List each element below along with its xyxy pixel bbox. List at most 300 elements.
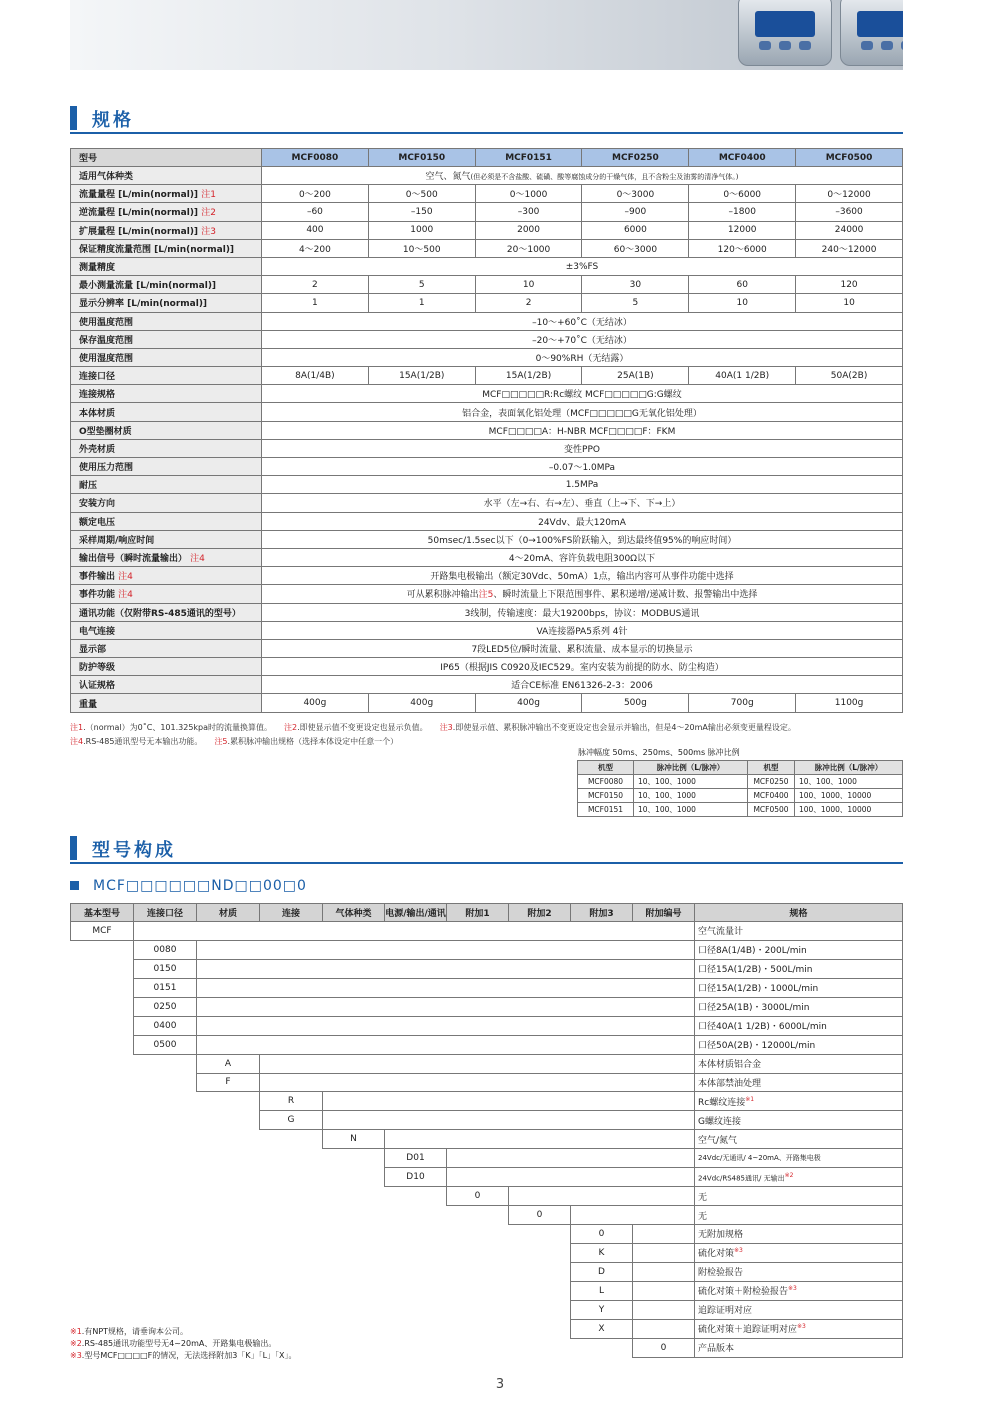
- spec-cell: 1: [368, 294, 475, 312]
- pulse-row: [578, 775, 903, 789]
- empty-cell: [134, 1073, 197, 1092]
- filler-cell: [197, 959, 695, 978]
- empty-cell: [134, 1262, 197, 1281]
- pulse-cell: 100、1000、10000: [795, 789, 903, 803]
- spec-cell: 400g: [262, 694, 369, 712]
- spec-text: Rc螺纹连接: [698, 1097, 746, 1108]
- span-text: 50msec/1.5sec以下（0→100%FS阶跃输入，到达最终值95%的响应时间）: [427, 535, 737, 546]
- model-header: 附加3: [571, 904, 633, 922]
- spec-row-label: [71, 221, 262, 239]
- filler-cell: [633, 1225, 695, 1244]
- label-text: 逆流量程 [L/min(normal)]: [79, 208, 199, 219]
- spec-cell: 20～1000: [475, 239, 582, 257]
- spec-cell: –300: [475, 203, 582, 221]
- model-header: 基本型号: [71, 904, 134, 922]
- model-column-header: MCF0400: [689, 149, 796, 167]
- empty-cell: [447, 1319, 509, 1338]
- spec-row: [71, 694, 903, 712]
- span-text: 4～20mA、容许负载电阻300Ω以下: [508, 554, 656, 565]
- span-text: 变性PPO: [564, 444, 600, 455]
- code-cell: 0500: [134, 1035, 197, 1054]
- label-text: 使用温度范围: [79, 317, 134, 328]
- spec-cell: 0～6000: [689, 185, 796, 203]
- spec-row: [71, 312, 903, 330]
- empty-cell: [323, 1243, 385, 1262]
- pulse-cell: 10、100、1000: [634, 789, 748, 803]
- spec-text: 空气/氮气: [698, 1135, 738, 1146]
- spec-text: 本体材质铝合金: [698, 1060, 762, 1071]
- spec-cell: 10: [475, 276, 582, 294]
- code-cell: 0151: [134, 978, 197, 997]
- spec-cell: 40A(1 1/2B): [689, 367, 796, 385]
- model-header: 规格: [695, 904, 903, 922]
- spec-row-label: [71, 494, 262, 512]
- model-row: [71, 1300, 903, 1319]
- model-code-line: [70, 878, 307, 894]
- code-cell: 0250: [134, 997, 197, 1016]
- empty-cell: [197, 1206, 260, 1225]
- spec-row: [71, 257, 903, 275]
- model-header: 气体种类: [323, 904, 385, 922]
- model-row: [71, 1035, 903, 1054]
- label-text: 使用湿度范围: [79, 353, 134, 364]
- spec-cell: 400g: [475, 694, 582, 712]
- pulse-table: [577, 760, 903, 817]
- filler-cell: [323, 1092, 695, 1111]
- empty-cell: [197, 1262, 260, 1281]
- label-text: 输出信号（瞬时流量输出）: [79, 554, 188, 565]
- spec-row-label: [71, 312, 262, 330]
- spec-row: [71, 239, 903, 257]
- label-text: 保证精度流量范围 [L/min(normal)]: [79, 244, 235, 255]
- span-text: IP65（根据JIS C0920及IEC529。室内安装为前提的防水、防尘构造）: [440, 663, 724, 674]
- model-row: [71, 1130, 903, 1149]
- spec-cell-span: [262, 312, 903, 330]
- note-text: .（normal）为0˚C、101.325kpa时的流量换算值。: [83, 723, 273, 732]
- model-row: [71, 1073, 903, 1092]
- note-item: [70, 723, 272, 732]
- span-small-text: (但必须是不含盐酸、硫磺、酸等腐蚀成分的干燥气体，且不含粉尘及油雾的清净气体。): [470, 173, 739, 182]
- note-text: .RS-485通讯型号无本输出功能。: [83, 737, 203, 746]
- empty-cell: [134, 1206, 197, 1225]
- spec-cell-span: [262, 439, 903, 457]
- spec-row-label: [71, 167, 262, 185]
- spec-row-label: [71, 239, 262, 257]
- spec-cell: [695, 1206, 903, 1225]
- spec-text: 硫化对策＋附检验报告: [698, 1287, 789, 1298]
- spec-cell-span: [262, 621, 903, 639]
- note-tag: ※1: [70, 1327, 82, 1336]
- filler-cell: [633, 1300, 695, 1319]
- empty-cell: [385, 1281, 447, 1300]
- spec-cell: 0～3000: [582, 185, 689, 203]
- spec-row: [71, 567, 903, 585]
- pulse-cell: MCF0250: [748, 775, 795, 789]
- pulse-row: [578, 789, 903, 803]
- spec-cell: [695, 1243, 903, 1262]
- pulse-row: [578, 803, 903, 817]
- empty-cell: [323, 1206, 385, 1225]
- filler-cell: [447, 1149, 695, 1168]
- span-text: –20～+70˚C（无结冰）: [532, 335, 632, 346]
- empty-cell: [71, 1130, 134, 1149]
- spec-row-label: [71, 330, 262, 348]
- empty-cell: [71, 1300, 134, 1319]
- heading-bar: [70, 106, 77, 130]
- empty-cell: [509, 1225, 571, 1244]
- empty-cell: [134, 1092, 197, 1111]
- note-item: [440, 723, 796, 732]
- spec-notes-line: [70, 722, 808, 733]
- empty-cell: [385, 1206, 447, 1225]
- spec-cell: [695, 1130, 903, 1149]
- model-column-header: MCF0151: [475, 149, 582, 167]
- spec-text: 口径40A(1 1/2B)・6000L/min: [698, 1022, 827, 1033]
- spec-cell-span: [262, 257, 903, 275]
- empty-cell: [260, 1149, 323, 1168]
- spec-cell: –1800: [689, 203, 796, 221]
- empty-cell: [323, 1187, 385, 1206]
- note-mark: ※1: [745, 1095, 755, 1103]
- note-text: .即使显示值不变更设定也显示负值。: [297, 723, 428, 732]
- spec-row-label: [71, 530, 262, 548]
- empty-cell: [260, 1243, 323, 1262]
- model-header: 连接口径: [134, 904, 197, 922]
- span-text: 、瞬时流量上下限范围事件、累积递增/递减计数、报警输出中选择: [493, 590, 758, 601]
- spec-cell: 50A(2B): [796, 367, 903, 385]
- empty-cell: [385, 1319, 447, 1338]
- empty-cell: [260, 1187, 323, 1206]
- model-row: [71, 1168, 903, 1187]
- model-row: [71, 959, 903, 978]
- empty-cell: [71, 1149, 134, 1168]
- spec-row-label: [71, 676, 262, 694]
- spec-row: [71, 494, 903, 512]
- spec-cell: 60～3000: [582, 239, 689, 257]
- pulse-cell: 10、100、1000: [634, 803, 748, 817]
- spec-cell-span: [262, 585, 903, 603]
- spec-text: 空气流量计: [698, 927, 744, 938]
- code-cell: N: [323, 1130, 385, 1149]
- label-text: 适用气体种类: [79, 172, 134, 183]
- spec-cell: [695, 1281, 903, 1300]
- empty-cell: [447, 1338, 509, 1357]
- spec-cell: [695, 1035, 903, 1054]
- empty-cell: [71, 997, 134, 1016]
- spec-cell: [695, 1149, 903, 1168]
- empty-cell: [447, 1281, 509, 1300]
- spec-cell: [695, 1016, 903, 1035]
- empty-cell: [260, 1225, 323, 1244]
- spec-row: [71, 439, 903, 457]
- label-text: 防护等级: [79, 663, 116, 674]
- model-column-header: MCF0080: [262, 149, 369, 167]
- spec-row: [71, 403, 903, 421]
- label-text: 耐压: [79, 481, 98, 492]
- spec-cell: [695, 1262, 903, 1281]
- span-text: ±3%FS: [565, 261, 599, 272]
- spec-cell-span: [262, 348, 903, 366]
- spec-header-row: [71, 149, 903, 167]
- label-text: 流量量程 [L/min(normal)]: [79, 190, 199, 201]
- spec-row: [71, 548, 903, 566]
- spec-cell: [695, 978, 903, 997]
- filler-cell: [134, 922, 695, 941]
- model-row: [71, 1262, 903, 1281]
- spec-cell: 1100g: [796, 694, 903, 712]
- empty-cell: [134, 1054, 197, 1073]
- model-row: [71, 1281, 903, 1300]
- pulse-header: 脉冲比例（L/脉冲）: [634, 761, 748, 775]
- spec-cell: 2: [262, 276, 369, 294]
- empty-cell: [260, 1130, 323, 1149]
- spec-cell-span: [262, 330, 903, 348]
- filler-cell: [197, 1016, 695, 1035]
- filler-cell: [633, 1281, 695, 1300]
- spec-row: [71, 603, 903, 621]
- empty-cell: [260, 1281, 323, 1300]
- spec-notes-line: [70, 736, 410, 747]
- spec-row-label: [71, 548, 262, 566]
- pulse-cell: MCF0151: [578, 803, 634, 817]
- code-cell: G: [260, 1111, 323, 1130]
- span-text: 开路集电极输出（额定30Vdc、50mA）1点，输出内容可从事件功能中选择: [430, 572, 734, 583]
- span-text: –10～+60˚C（无结冰）: [532, 317, 632, 328]
- pulse-cell: 100、1000、10000: [795, 803, 903, 817]
- spec-row-label: [71, 603, 262, 621]
- label-text: 连接口径: [79, 372, 116, 383]
- empty-cell: [385, 1338, 447, 1357]
- empty-cell: [385, 1262, 447, 1281]
- spec-row-label: [71, 421, 262, 439]
- note-text: .累积脉冲输出规格（选择本体设定中任意一个）: [227, 737, 399, 746]
- bullet-square-icon: [70, 881, 79, 890]
- empty-cell: [71, 1281, 134, 1300]
- empty-cell: [134, 1300, 197, 1319]
- spec-cell: 2: [475, 294, 582, 312]
- spec-row: [71, 167, 903, 185]
- span-text: 可从累积脉冲输出: [406, 590, 479, 601]
- empty-cell: [134, 1168, 197, 1187]
- model-code: MCF□□□□□□ND□□00□0: [93, 878, 307, 894]
- code-cell: 0: [571, 1225, 633, 1244]
- label-text: 安装方向: [79, 499, 116, 510]
- empty-cell: [260, 1206, 323, 1225]
- code-cell: A: [197, 1054, 260, 1073]
- spec-row: [71, 421, 903, 439]
- spec-row: [71, 294, 903, 312]
- filler-cell: [260, 1073, 695, 1092]
- empty-cell: [134, 1225, 197, 1244]
- empty-cell: [260, 1319, 323, 1338]
- spec-text: G螺纹连接: [698, 1116, 741, 1127]
- model-header: 附加2: [509, 904, 571, 922]
- model-row: [71, 922, 903, 941]
- spec-row: [71, 367, 903, 385]
- spec-row-label: [71, 458, 262, 476]
- empty-cell: [197, 1319, 260, 1338]
- model-header: 附加编号: [633, 904, 695, 922]
- spec-cell: 240～12000: [796, 239, 903, 257]
- note-tag: ※3: [70, 1351, 82, 1360]
- pulse-header: 机型: [578, 761, 634, 775]
- label-text: 显示分辨率 [L/min(normal)]: [79, 299, 208, 310]
- spec-text: 24Vdc/无通讯/ 4~20mA、开路集电极: [698, 1154, 821, 1163]
- note-tag: 注3: [439, 723, 453, 732]
- spec-row: [71, 658, 903, 676]
- pulse-cell: MCF0400: [748, 789, 795, 803]
- note-item: [284, 723, 428, 732]
- empty-cell: [134, 1243, 197, 1262]
- spec-cell: 1: [262, 294, 369, 312]
- header-banner: [70, 0, 903, 70]
- spec-row-label: [71, 585, 262, 603]
- model-row: [71, 1149, 903, 1168]
- spec-cell: 0～500: [368, 185, 475, 203]
- model-row: [71, 1187, 903, 1206]
- spec-text: 口径8A(1/4B)・200L/min: [698, 946, 807, 957]
- note-tag: 注4: [70, 737, 84, 746]
- section-title: 型号构成: [92, 840, 176, 861]
- spec-row-label: [71, 439, 262, 457]
- pulse-cell: 10、100、1000: [634, 775, 748, 789]
- spec-cell-span: [262, 512, 903, 530]
- span-text: MCF□□□□A：H-NBR MCF□□□□F：FKM: [488, 426, 676, 437]
- span-text: 适合CE标准 EN61326-2-3：2006: [511, 681, 653, 692]
- empty-cell: [71, 1243, 134, 1262]
- note-ref: 注4: [190, 554, 205, 565]
- filler-cell: [197, 1035, 695, 1054]
- code-cell: 0: [633, 1338, 695, 1357]
- label-text: 使用压力范围: [79, 463, 134, 474]
- spec-cell-span: [262, 403, 903, 421]
- note-item: [70, 737, 202, 746]
- label-text: 事件输出: [79, 572, 116, 583]
- empty-cell: [71, 1035, 134, 1054]
- model-note: [70, 1338, 276, 1349]
- code-cell: 0150: [134, 959, 197, 978]
- empty-cell: [260, 1300, 323, 1319]
- model-row: [71, 1319, 903, 1338]
- spec-row-label: [71, 203, 262, 221]
- spec-row-label: [71, 276, 262, 294]
- spec-row-label: [71, 385, 262, 403]
- code-cell: K: [571, 1243, 633, 1262]
- spec-row-label: [71, 639, 262, 657]
- spec-cell-span: [262, 385, 903, 403]
- filler-cell: [197, 940, 695, 959]
- empty-cell: [197, 1225, 260, 1244]
- spec-cell-span: [262, 167, 903, 185]
- note-mark: ※3: [734, 1247, 743, 1255]
- note-mark: ※3: [797, 1323, 806, 1331]
- label-text: O型垫圈材质: [79, 426, 132, 437]
- empty-cell: [385, 1300, 447, 1319]
- empty-cell: [447, 1206, 509, 1225]
- spec-row-label: [71, 567, 262, 585]
- label-text: 采样周期/响应时间: [79, 535, 155, 546]
- code-cell: D: [571, 1262, 633, 1281]
- spec-cell: 120: [796, 276, 903, 294]
- empty-cell: [385, 1243, 447, 1262]
- spec-cell: [695, 940, 903, 959]
- empty-cell: [134, 1187, 197, 1206]
- note-ref: 注5: [478, 590, 494, 601]
- spec-cell: [695, 1187, 903, 1206]
- empty-cell: [134, 1281, 197, 1300]
- spec-row-label: [71, 658, 262, 676]
- empty-cell: [197, 1243, 260, 1262]
- code-cell: 0400: [134, 1016, 197, 1035]
- spec-row: [71, 458, 903, 476]
- note-item: [214, 737, 398, 746]
- span-text: 0～90%RH（无结露）: [535, 353, 629, 364]
- span-text: 空气、氮气: [425, 172, 471, 183]
- empty-cell: [71, 1262, 134, 1281]
- model-header: 附加1: [447, 904, 509, 922]
- spec-cell: 30: [582, 276, 689, 294]
- spec-cell: 25A(1B): [582, 367, 689, 385]
- spec-cell: [695, 1111, 903, 1130]
- pulse-cell: MCF0150: [578, 789, 634, 803]
- note-text: .RS-485通讯功能型号无4~20mA、开路集电极输出。: [81, 1339, 277, 1348]
- empty-cell: [134, 1149, 197, 1168]
- spec-text: 附检验报告: [698, 1268, 744, 1279]
- spec-cell: 10～500: [368, 239, 475, 257]
- model-row: [71, 1206, 903, 1225]
- page-number: 3: [495, 1377, 505, 1392]
- spec-cell: [695, 922, 903, 941]
- empty-cell: [197, 1130, 260, 1149]
- model-row: [71, 1111, 903, 1130]
- empty-cell: [323, 1262, 385, 1281]
- empty-cell: [197, 1168, 260, 1187]
- spec-cell: 0～200: [262, 185, 369, 203]
- spec-cell-span: [262, 476, 903, 494]
- spec-cell: [695, 997, 903, 1016]
- label-text: 事件功能: [79, 590, 116, 601]
- empty-cell: [447, 1243, 509, 1262]
- empty-cell: [323, 1225, 385, 1244]
- spec-row-label: [71, 512, 262, 530]
- spec-cell: 400: [262, 221, 369, 239]
- empty-cell: [71, 978, 134, 997]
- filler-cell: [260, 1054, 695, 1073]
- code-cell: R: [260, 1092, 323, 1111]
- filler-cell: [633, 1262, 695, 1281]
- section-heading-spec: [70, 106, 903, 134]
- model-column-header: MCF0150: [368, 149, 475, 167]
- spec-cell: [695, 1338, 903, 1357]
- empty-cell: [509, 1338, 571, 1357]
- code-cell: 0080: [134, 940, 197, 959]
- spec-text: 硫化对策＋追踪证明对应: [698, 1325, 798, 1336]
- spec-cell-span: [262, 530, 903, 548]
- spec-cell: 2000: [475, 221, 582, 239]
- spec-row: [71, 385, 903, 403]
- model-row: [71, 1225, 903, 1244]
- empty-cell: [323, 1319, 385, 1338]
- spec-row: [71, 221, 903, 239]
- empty-cell: [71, 1016, 134, 1035]
- label-text: 扩展量程 [L/min(normal)]: [79, 226, 199, 237]
- spec-row-label: [71, 621, 262, 639]
- spec-row: [71, 276, 903, 294]
- note-text: .即使显示值、累积脉冲输出不变更设定也会显示并输出，但是4～20mA输出必须变更量程设定。: [452, 723, 796, 732]
- empty-cell: [71, 1054, 134, 1073]
- label-text: 测量精度: [79, 263, 116, 274]
- span-text: 3线制，传输速度：最大19200bps，协议：MODBUS通讯: [464, 608, 700, 619]
